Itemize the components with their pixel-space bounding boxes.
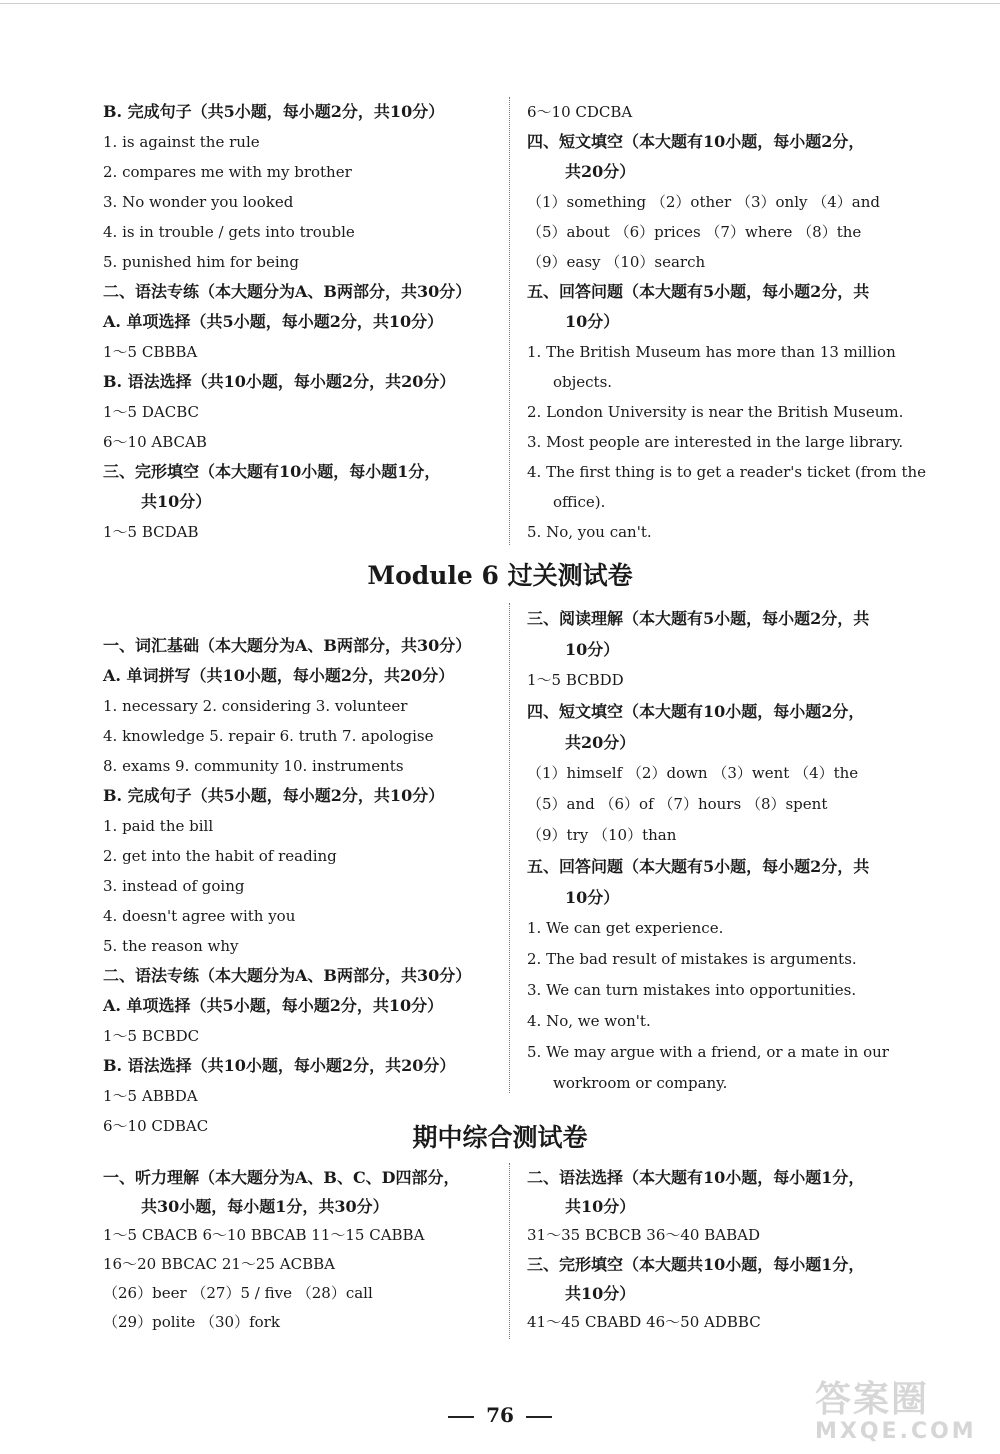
answer-line: 1. paid the bill — [103, 817, 214, 835]
answer-line: 3. instead of going — [103, 877, 245, 895]
answer-line: 5. punished him for being — [103, 253, 299, 271]
answer-line: 2. The bad result of mistakes is arguments. — [527, 950, 857, 968]
heading: 五、回答问题（本大题有5小题，每小题2分，共 — [527, 282, 870, 301]
answer-line: 1～5 BCBDC — [103, 1027, 200, 1045]
answer-line: 1～5 DACBC — [103, 403, 199, 421]
answer-line: 3. No wonder you looked — [103, 193, 294, 211]
heading-cont: 共20分） — [565, 162, 636, 181]
heading: 二、语法专练（本大题分为A、B两部分，共30分） — [103, 966, 472, 985]
answer-line: （29）polite （30）fork — [103, 1313, 280, 1331]
answer-line: 5. the reason why — [103, 937, 239, 955]
heading: 一、听力理解（本大题分为A、B、C、D四部分， — [103, 1168, 460, 1187]
watermark-url: MXQE.COM — [815, 1419, 977, 1444]
answer-line: 6～10 CDBAC — [103, 1117, 209, 1135]
heading-cont: 共10分） — [565, 1197, 636, 1216]
answer-line: 1. necessary 2. considering 3. volunteer — [103, 697, 408, 715]
answer-line: 1～5 CBACB 6～10 BBCAB 11～15 CABBA — [103, 1226, 425, 1244]
heading: 五、回答问题（本大题有5小题，每小题2分，共 — [527, 857, 870, 876]
page-number-dash — [448, 1416, 474, 1418]
section2-right-column — [527, 603, 927, 1099]
section2-left-column — [103, 631, 503, 1141]
heading-cont: 共30小题，每小题1分，共30分） — [141, 1197, 389, 1216]
answer-line: （9）try （10）than — [527, 826, 677, 844]
answer-line: 5. No, you can't. — [527, 523, 652, 541]
heading: 二、语法选择（本大题有10小题，每小题1分， — [527, 1168, 865, 1187]
page-number-dash — [526, 1416, 552, 1418]
column-divider — [509, 603, 510, 1093]
heading: 三、完形填空（本大题有10小题，每小题1分， — [103, 462, 441, 481]
answer-line: （1）something （2）other （3）only （4）and — [527, 193, 880, 211]
heading-cont: 共20分） — [565, 733, 636, 752]
column-divider — [509, 1163, 510, 1339]
heading: 二、语法专练（本大题分为A、B两部分，共30分） — [103, 282, 472, 301]
answer-line: 4. No, we won't. — [527, 1012, 651, 1030]
answer-line: 1～5 BCBDD — [527, 671, 624, 689]
section1-right-column — [527, 97, 927, 547]
answer-line: 4. doesn't agree with you — [103, 907, 296, 925]
top-border — [0, 3, 1000, 4]
heading-cont: 10分） — [565, 888, 620, 907]
answer-line: 4. knowledge 5. repair 6. truth 7. apologise — [103, 727, 434, 745]
answer-line: 1. The British Museum has more than 13 million — [527, 343, 896, 361]
heading: A. 单项选择（共5小题，每小题2分，共10分） — [103, 312, 444, 331]
watermark-logo — [815, 1380, 985, 1450]
answer-line: （1）himself （2）down （3）went （4）the — [527, 764, 859, 782]
answer-line: （5）about （6）prices （7）where （8）the — [527, 223, 862, 241]
answer-line: 5. We may argue with a friend, or a mate in our — [527, 1043, 889, 1061]
answer-line: 4. is in trouble / gets into trouble — [103, 223, 355, 241]
answer-line: 1～5 CBBBA — [103, 343, 198, 361]
answer-line: 3. Most people are interested in the large library. — [527, 433, 904, 451]
answer-line: 8. exams 9. community 10. instruments — [103, 757, 404, 775]
answer-line: 31～35 BCBCB 36～40 BABAD — [527, 1226, 760, 1244]
heading: 三、完形填空（本大题共10小题，每小题1分， — [527, 1255, 865, 1274]
heading: B. 语法选择（共10小题，每小题2分，共20分） — [103, 372, 456, 391]
heading: 一、词汇基础（本大题分为A、B两部分，共30分） — [103, 636, 472, 655]
answer-line: 2. compares me with my brother — [103, 163, 352, 181]
answer-line: 3. We can turn mistakes into opportunities. — [527, 981, 857, 999]
heading: A. 单项选择（共5小题，每小题2分，共10分） — [103, 996, 444, 1015]
answer-line-cont: workroom or company. — [553, 1074, 728, 1092]
answer-line: 41～45 CBABD 46～50 ADBBC — [527, 1313, 761, 1331]
heading: 四、短文填空（本大题有10小题，每小题2分， — [527, 132, 865, 151]
watermark-title: 答案圈 — [815, 1379, 930, 1420]
section2-title: Module 6 过关测试卷 — [367, 561, 633, 590]
answer-line-cont: office). — [553, 493, 606, 511]
section3-right-column — [527, 1163, 927, 1337]
heading: A. 单词拼写（共10小题，每小题2分，共20分） — [103, 666, 455, 685]
answer-line: 6～10 CDCBA — [527, 103, 633, 121]
answer-line: （26）beer （27）5 / five （28）call — [103, 1284, 373, 1302]
section3-left-column — [103, 1163, 503, 1337]
heading: 三、阅读理解（本大题有5小题，每小题2分，共 — [527, 609, 870, 628]
column-divider — [509, 97, 510, 545]
answer-line: 16～20 BBCAC 21～25 ACBBA — [103, 1255, 335, 1273]
heading: B. 语法选择（共10小题，每小题2分，共20分） — [103, 1056, 456, 1075]
answer-line: 1. We can get experience. — [527, 919, 724, 937]
section1-left-column — [103, 97, 503, 547]
heading-cont: 10分） — [565, 640, 620, 659]
answer-line: 2. London University is near the British Museum. — [527, 403, 904, 421]
heading-cont: 10分） — [565, 312, 620, 331]
answer-line-cont: objects. — [553, 373, 613, 391]
answer-line: 6～10 ABCAB — [103, 433, 207, 451]
page-number-value: 76 — [486, 1403, 514, 1427]
heading: B. 完成句子（共5小题，每小题2分，共10分） — [103, 102, 445, 121]
answer-line: 1～5 ABBDA — [103, 1087, 198, 1105]
heading: 四、短文填空（本大题有10小题，每小题2分， — [527, 702, 865, 721]
answer-line: （9）easy （10）search — [527, 253, 706, 271]
section3-title: 期中综合测试卷 — [412, 1123, 588, 1152]
heading: B. 完成句子（共5小题，每小题2分，共10分） — [103, 786, 445, 805]
heading-cont: 共10分） — [141, 492, 212, 511]
answer-line: 2. get into the habit of reading — [103, 847, 337, 865]
answer-line: （5）and （6）of （7）hours （8）spent — [527, 795, 828, 813]
answer-line: 1～5 BCDAB — [103, 523, 199, 541]
answer-line: 4. The first thing is to get a reader's ticket (from the — [527, 463, 927, 481]
heading-cont: 共10分） — [565, 1284, 636, 1303]
answer-line: 1. is against the rule — [103, 133, 260, 151]
